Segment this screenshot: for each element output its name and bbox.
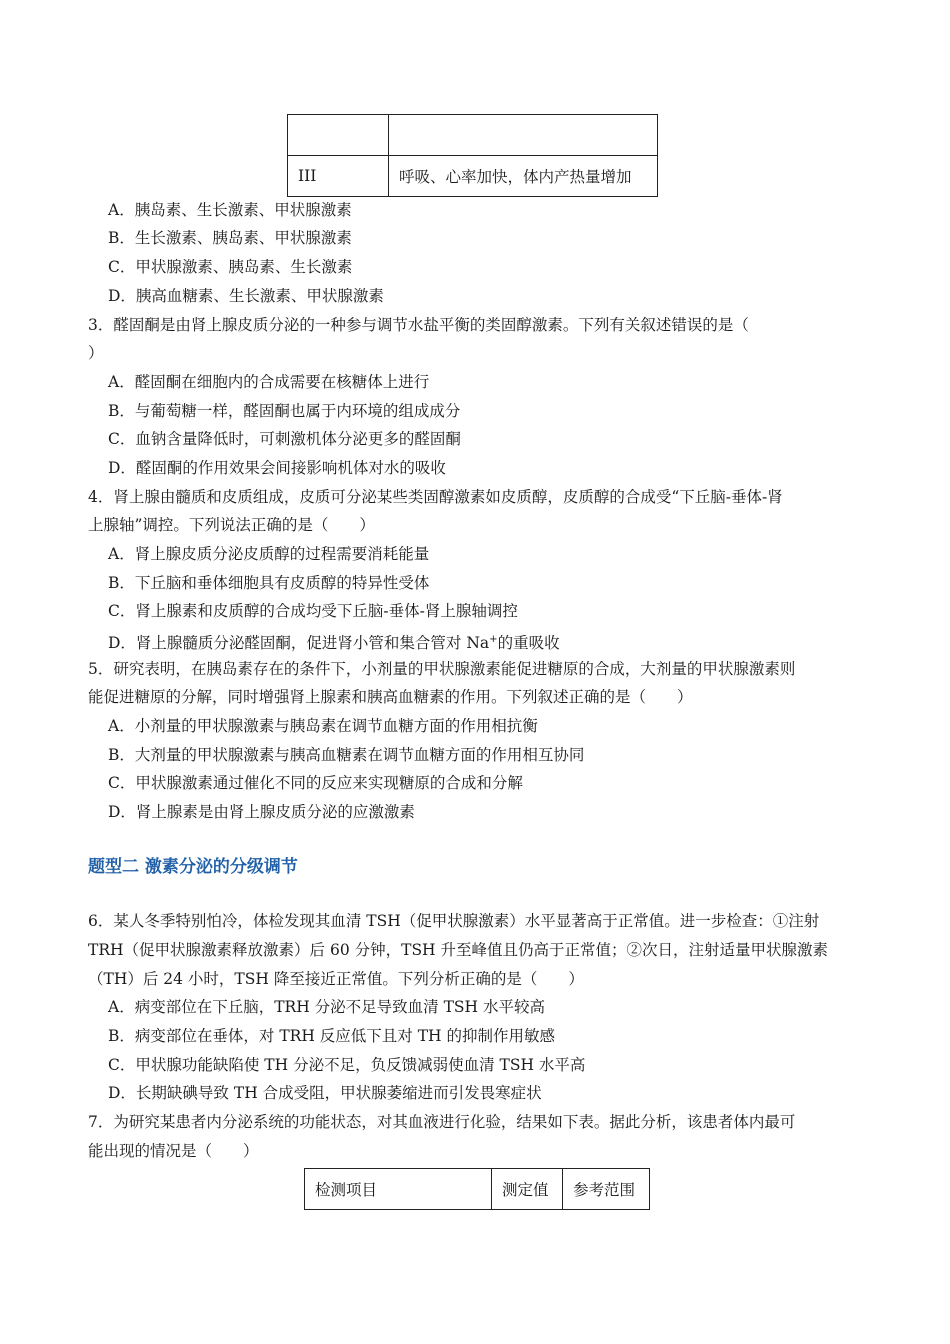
- table-cell: III: [288, 156, 389, 197]
- q2-option-b: B．生长激素、胰岛素、甲状腺激素: [108, 229, 352, 247]
- q6-option-c: C．甲状腺功能缺陷使 TH 分泌不足，负反馈减弱使血清 TSH 水平高: [108, 1056, 586, 1074]
- table-cell: [389, 115, 658, 156]
- q4-stem-line-2: 上腺轴”调控。下列说法正确的是（ ）: [88, 516, 375, 534]
- table-header-cell: 检测项目: [305, 1169, 492, 1210]
- q7-stem-line-1: 7．为研究某患者内分泌系统的功能状态，对其血液进行化验，结果如下表。据此分析，该患者体内最可: [88, 1113, 796, 1131]
- q3-stem-line-1: 3．醛固酮是由肾上腺皮质分泌的一种参与调节水盐平衡的类固醇激素。下列有关叙述错误的是（: [88, 316, 749, 334]
- q7-stem-line-2: 能出现的情况是（ ）: [88, 1142, 259, 1160]
- hormone-effect-table: [287, 114, 658, 197]
- q6-stem-line-2: TRH（促甲状腺激素释放激素）后 60 分钟，TSH 升至峰值且仍高于正常值；②次日，注射适量甲状腺激素: [88, 941, 829, 959]
- blood-test-table: [304, 1168, 650, 1210]
- q4-option-b: B．下丘脑和垂体细胞具有皮质醇的特异性受体: [108, 574, 430, 592]
- q2-option-c: C．甲状腺激素、胰岛素、生长激素: [108, 258, 353, 276]
- q2-option-a: A．胰岛素、生长激素、甲状腺激素: [108, 201, 352, 219]
- q5-stem-line-1: 5．研究表明，在胰岛素存在的条件下，小剂量的甲状腺激素能促进糖原的合成，大剂量的甲状腺激素则: [88, 660, 796, 678]
- q6-option-a: A．病变部位在下丘脑，TRH 分泌不足导致血清 TSH 水平较高: [108, 998, 545, 1016]
- q6-stem-line-3: （TH）后 24 小时，TSH 降至接近正常值。下列分析正确的是（ ）: [88, 970, 584, 988]
- q4-option-c: C．肾上腺素和皮质醇的合成均受下丘脑-垂体-肾上腺轴调控: [108, 602, 518, 620]
- q4-option-d: [108, 629, 560, 654]
- q4-option-a: A．肾上腺皮质分泌皮质醇的过程需要消耗能量: [108, 545, 430, 563]
- q5-option-a: A．小剂量的甲状腺激素与胰岛素在调节血糖方面的作用相抗衡: [108, 717, 538, 735]
- table-cell: [288, 115, 389, 156]
- q6-option-d: D．长期缺碘导致 TH 合成受阻，甲状腺萎缩进而引发畏寒症状: [108, 1084, 542, 1102]
- q5-stem-line-2: 能促进糖原的分解，同时增强肾上腺素和胰高血糖素的作用。下列叙述正确的是（ ）: [88, 688, 693, 706]
- q5-option-b: B．大剂量的甲状腺激素与胰高血糖素在调节血糖方面的作用相互协同: [108, 746, 585, 764]
- q3-option-b: B．与葡萄糖一样，醛固酮也属于内环境的组成成分: [108, 402, 461, 420]
- q6-option-b: B．病变部位在垂体，对 TRH 反应低下且对 TH 的抑制作用敏感: [108, 1027, 555, 1045]
- q5-option-c: C．甲状腺激素通过催化不同的反应来实现糖原的合成和分解: [108, 774, 523, 792]
- table-header-cell: 测定值: [492, 1169, 563, 1210]
- q4-option-d-tail: 的重吸收: [497, 634, 560, 653]
- q3-stem-line-2: ）: [88, 344, 104, 362]
- table-row: [288, 156, 658, 197]
- section-heading: 题型二 激素分泌的分级调节: [88, 857, 298, 877]
- table-cell: 呼吸、心率加快，体内产热量增加: [389, 156, 658, 197]
- q5-option-d: D．肾上腺素是由肾上腺皮质分泌的应激激素: [108, 803, 415, 821]
- q3-option-a: A．醛固酮在细胞内的合成需要在核糖体上进行: [108, 373, 430, 391]
- table-header-row: [305, 1169, 650, 1210]
- q6-stem-line-1: 6．某人冬季特别怕冷，体检发现其血清 TSH（促甲状腺激素）水平显著高于正常值。进一步检查：①注射: [88, 912, 820, 930]
- q3-option-c: C．血钠含量降低时，可刺激机体分泌更多的醛固酮: [108, 430, 461, 448]
- q3-option-d: D．醛固酮的作用效果会间接影响机体对水的吸收: [108, 459, 446, 477]
- q4-stem-line-1: 4．肾上腺由髓质和皮质组成，皮质可分泌某些类固醇激素如皮质醇，皮质醇的合成受“下丘脑-垂体-肾: [88, 488, 783, 506]
- q4-option-d-text: D．肾上腺髓质分泌醛固酮，促进肾小管和集合管对 Na: [108, 634, 490, 653]
- q2-option-d: D．胰高血糖素、生长激素、甲状腺激素: [108, 287, 384, 305]
- superscript: +: [489, 634, 498, 645]
- table-row: [288, 115, 658, 156]
- table-header-cell: 参考范围: [563, 1169, 650, 1210]
